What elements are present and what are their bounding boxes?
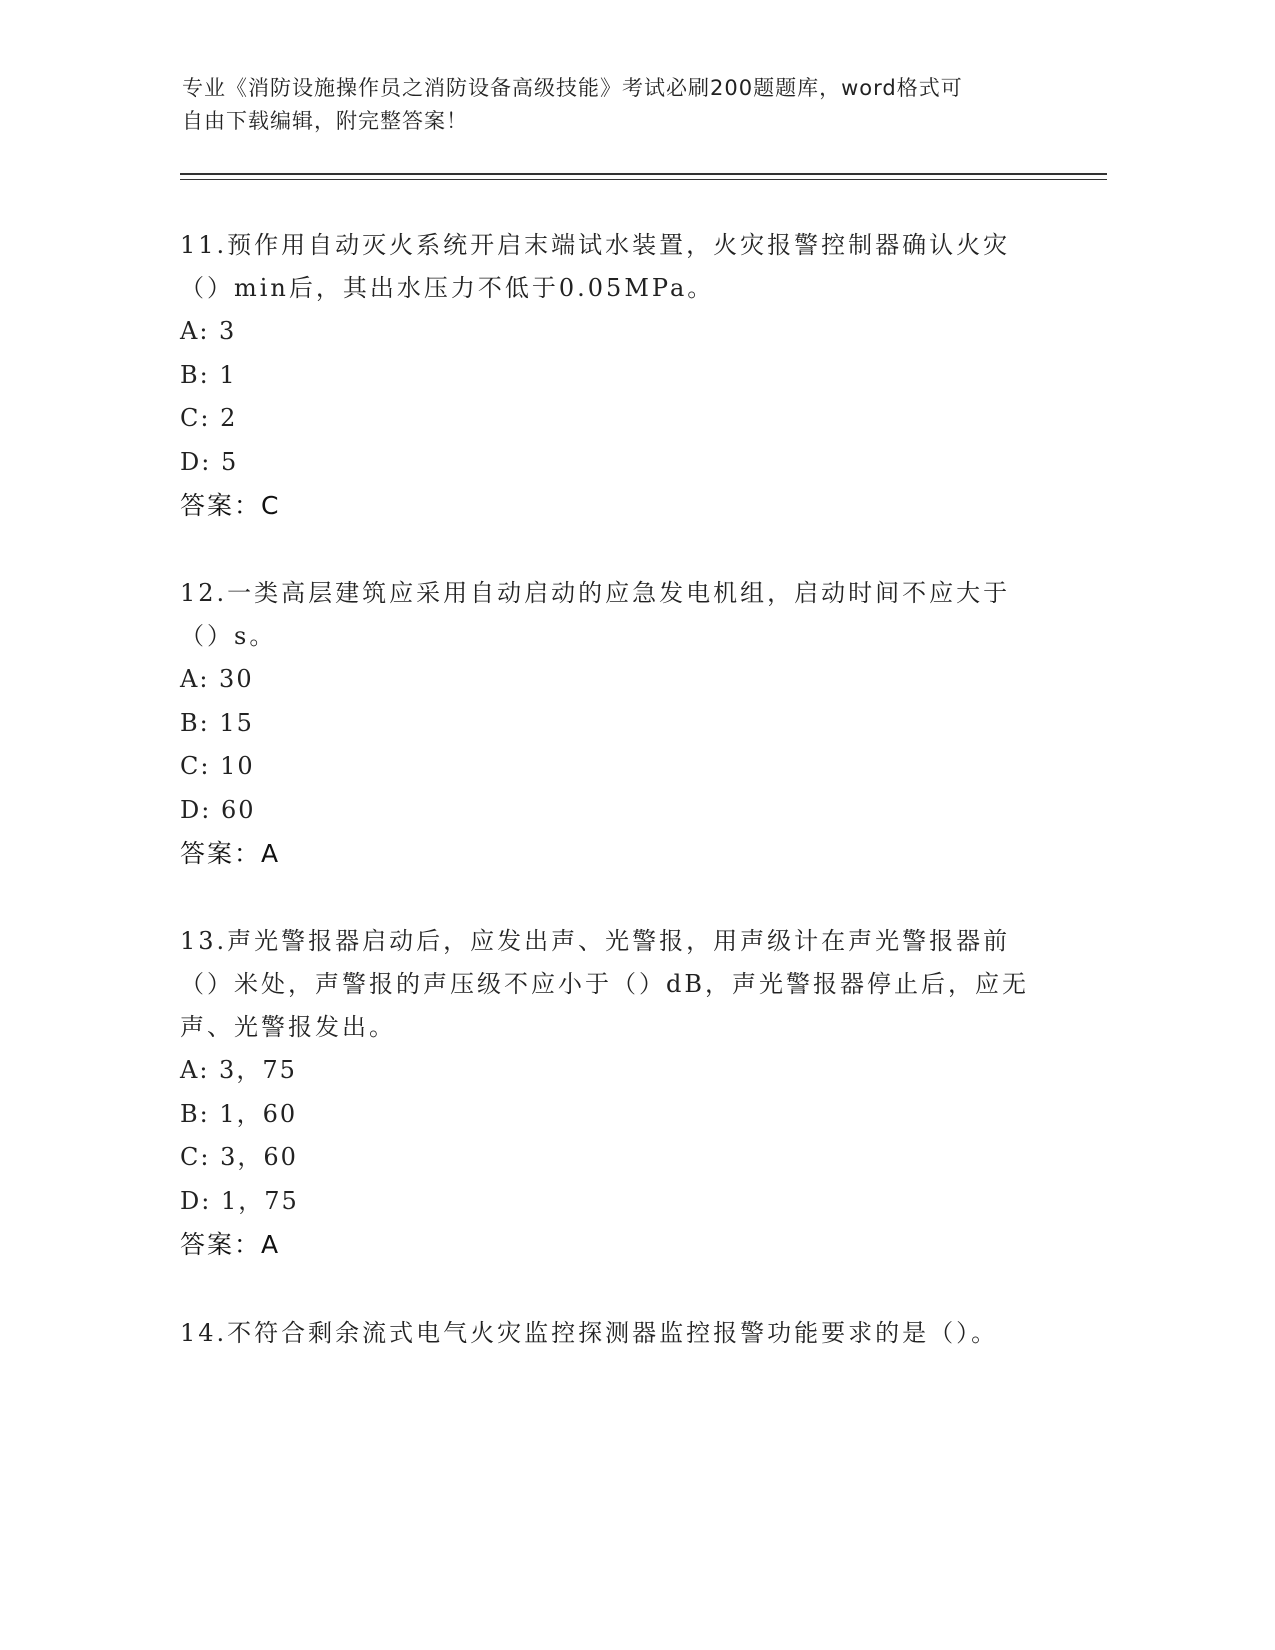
option-b: B: 15 [180, 708, 254, 737]
question-stem: 13.声光警报器启动后，应发出声、光警报，用声级计在声光警报器前（）米处，声警报的声压级不应小于（）dB，声光警报器停止后，应无声、光警报发出。 [180, 927, 1029, 1041]
question-stem: 11.预作用自动灭火系统开启末端试水装置，火灾报警控制器确认火灾（）min后，其出水压力不低于0.05MPa。 [180, 231, 1011, 302]
option-c: C: 10 [180, 752, 255, 780]
question-11 [180, 224, 1040, 528]
answer-line: 答案：C [180, 491, 281, 520]
option-b: B: 1 [180, 360, 237, 389]
option-a: A: 3 [180, 317, 237, 345]
option-c: C: 3，60 [180, 1143, 298, 1171]
answer-line: 答案：A [180, 1230, 281, 1259]
header-line-2: 自由下载编辑，附完整答案！ [182, 109, 468, 133]
option-d: D: 1，75 [180, 1186, 299, 1215]
option-b: B: 1，60 [180, 1099, 298, 1128]
question-stem: 14.不符合剩余流式电气火灾监控探测器监控报警功能要求的是（）。 [180, 1319, 999, 1347]
question-13 [180, 920, 1040, 1267]
question-stem: 12.一类高层建筑应采用自动启动的应急发电机组，启动时间不应大于（）s。 [180, 579, 1011, 650]
option-c: C: 2 [180, 404, 238, 432]
answer-line: 答案：A [180, 839, 281, 868]
option-d: D: 5 [180, 447, 239, 476]
header-divider-thin [180, 179, 1107, 180]
option-a: A: 30 [180, 665, 254, 693]
question-14 [180, 1312, 1040, 1355]
option-d: D: 60 [180, 795, 256, 824]
document-header [182, 72, 1042, 138]
question-12 [180, 572, 1040, 876]
header-line-1: 专业《消防设施操作员之消防设备高级技能》考试必刷200题题库，word格式可 [182, 76, 963, 100]
header-divider-thick [180, 173, 1107, 175]
option-a: A: 3，75 [180, 1056, 297, 1084]
